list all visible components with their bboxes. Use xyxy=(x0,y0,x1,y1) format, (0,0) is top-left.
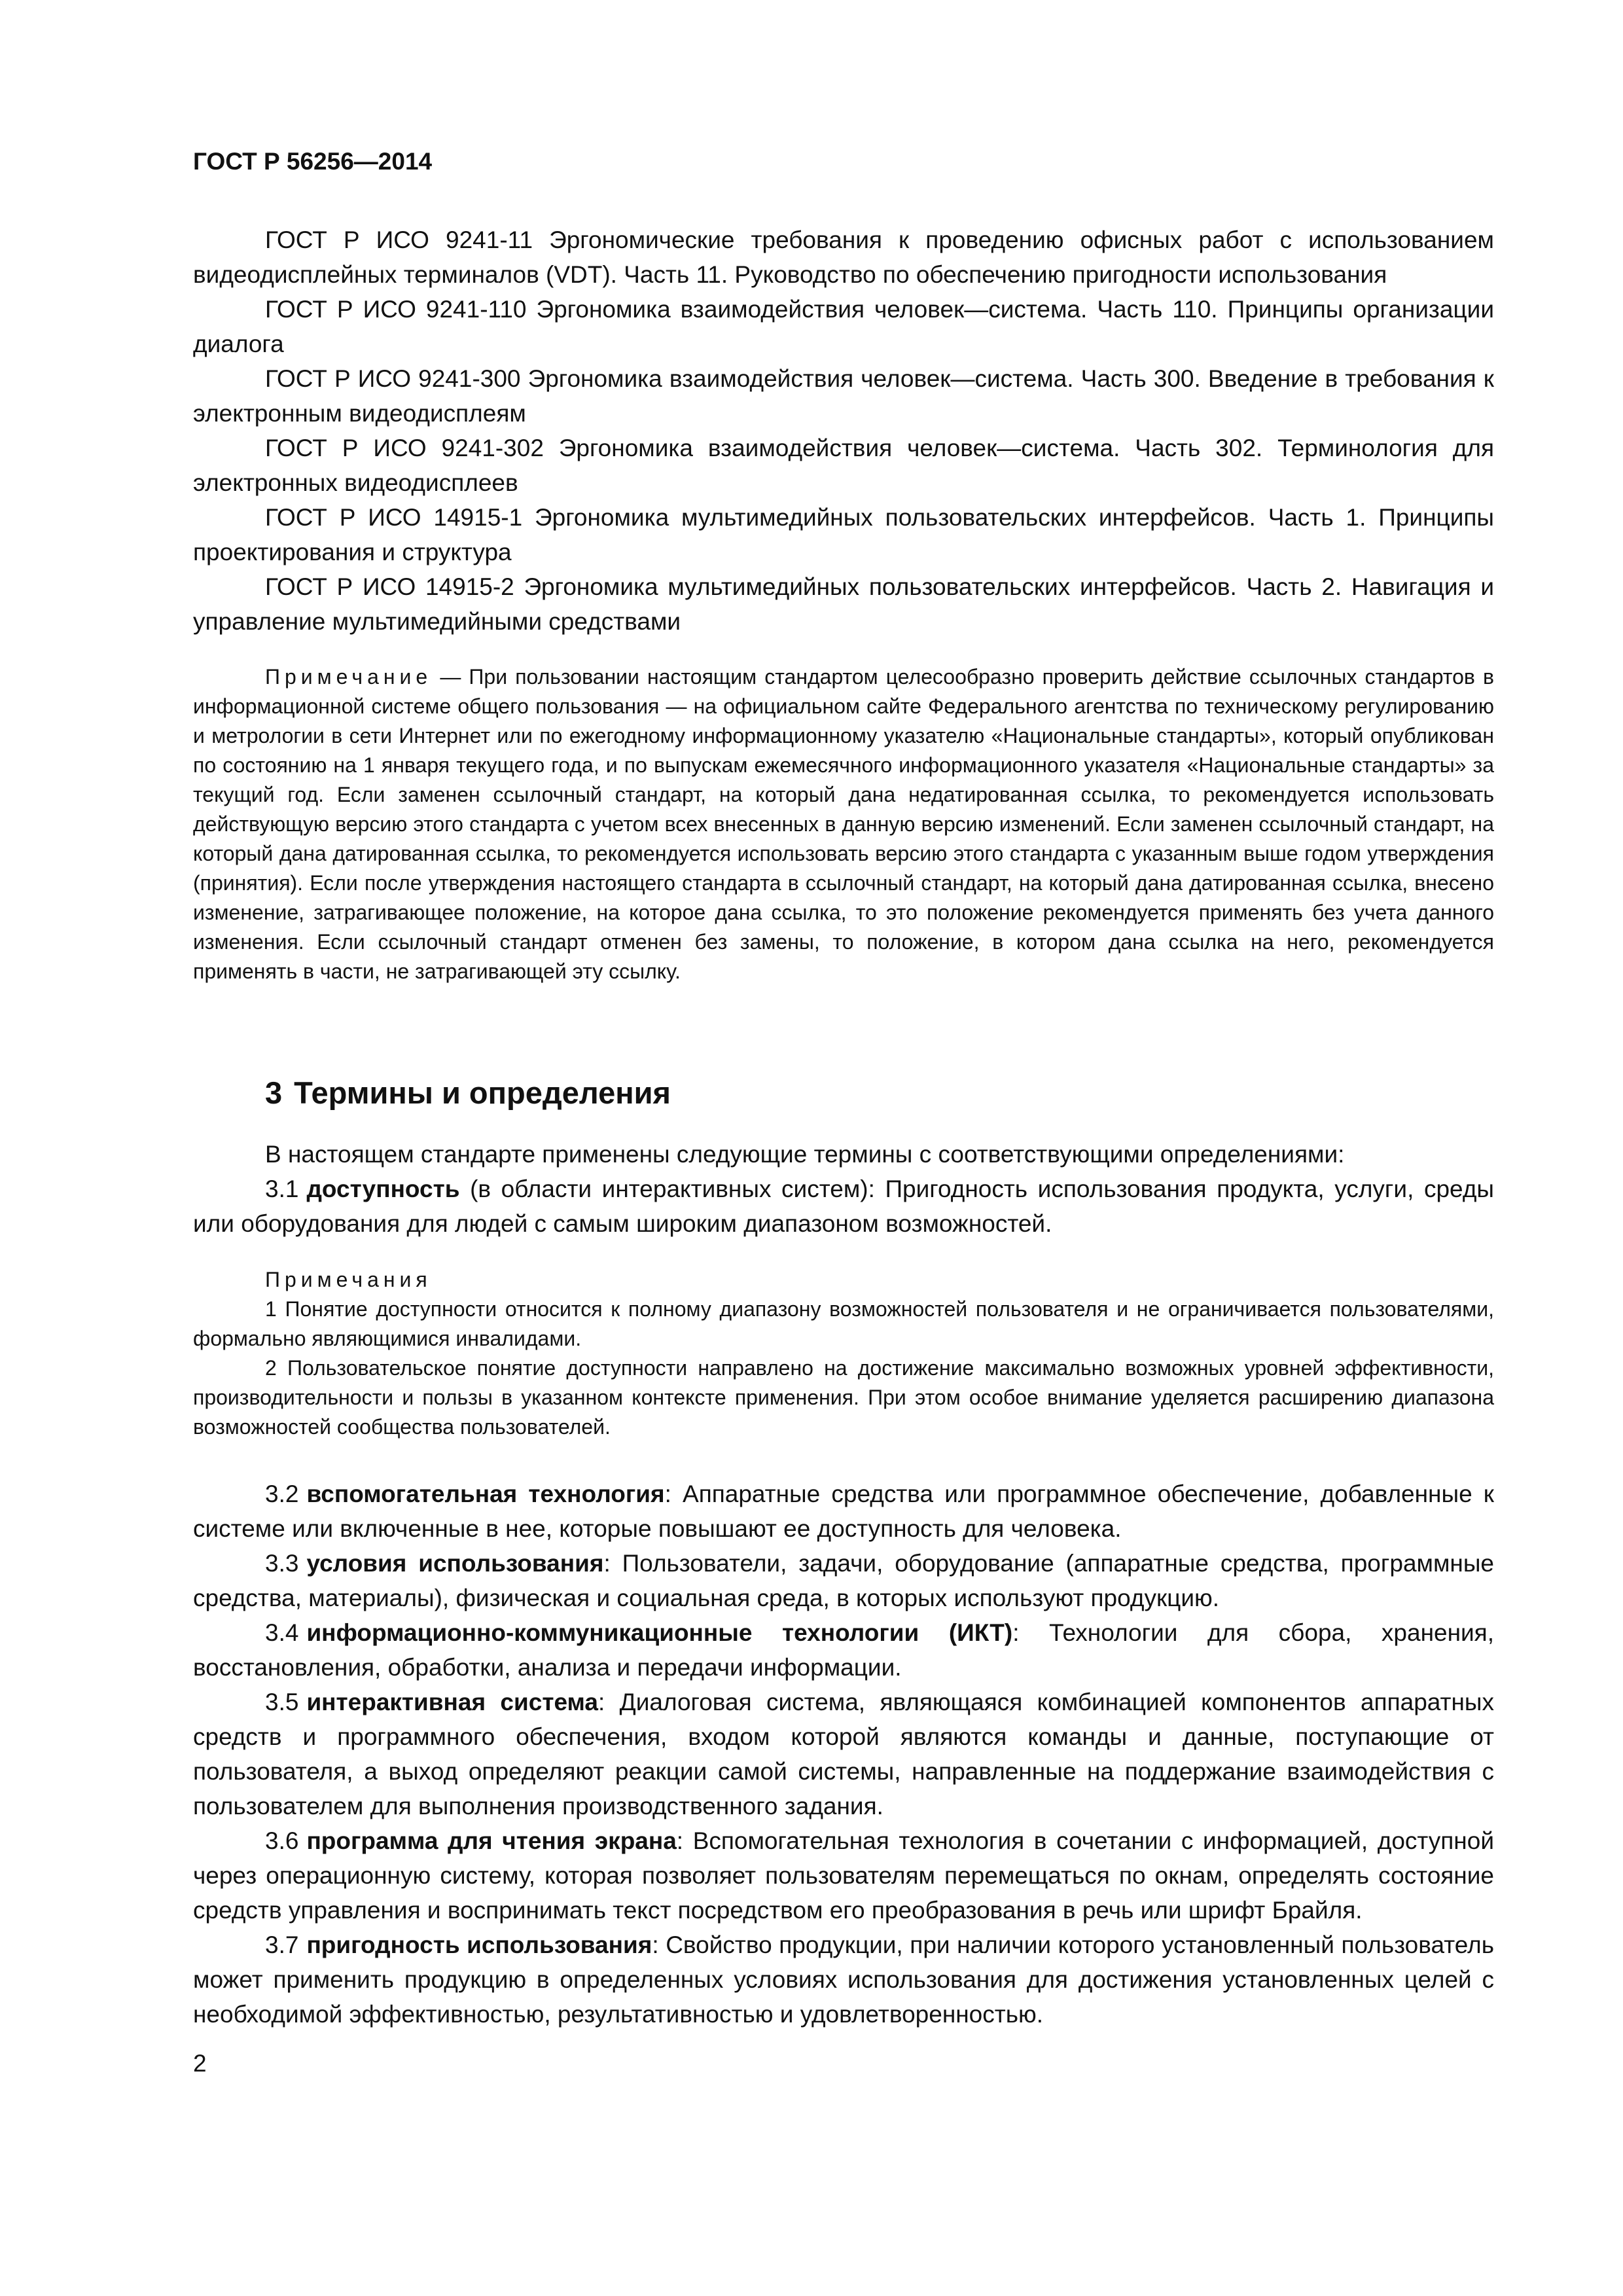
term-text: (в области интерактивных систем): Пригодность использования продукта, услуги, среды или оборудования для людей с самым широким диапазоном возможностей. xyxy=(193,1175,1494,1237)
term-text: : Аппаратные средства или программное обеспечение, добавленные к системе или включенные в нее, которые повышают ее доступность для человека. xyxy=(193,1480,1494,1542)
notes-title: Примечания xyxy=(265,1268,432,1291)
term-name: условия использования xyxy=(306,1550,604,1577)
term-text: : Свойство продукции, при наличии которого установленный пользователь может применить продукцию в определенных условиях использования для достижения установленных целей с необходимой эффективностью, результативностью и удовлетворенностью. xyxy=(193,1931,1495,2028)
term-definition xyxy=(193,1546,1494,1615)
term-text: : Пользователи, задачи, оборудование (аппаратные средства, программные средства, материалы), физическая и социальная среда, в которых используют продукцию. xyxy=(193,1550,1494,1611)
reference-item: ГОСТ Р ИСО 14915-1 Эргономика мультимедийных пользовательских интерфейсов. Часть 1. Принципы проектирования и структура xyxy=(193,504,1494,565)
term-name: вспомогательная технология xyxy=(306,1480,665,1507)
term-text: : Технологии для сбора, хранения, восстановления, обработки, анализа и передачи информации. xyxy=(193,1619,1494,1681)
term-number: 3.3 xyxy=(265,1550,299,1577)
reference-item: ГОСТ Р ИСО 14915-2 Эргономика мультимедийных пользовательских интерфейсов. Часть 2. Навигация и управление мультимедийными средствами xyxy=(193,573,1494,635)
section-heading xyxy=(265,1075,671,1111)
term-name: пригодность использования xyxy=(306,1931,652,1958)
reference-item: ГОСТ Р ИСО 9241-11 Эргономические требования к проведению офисных работ с использованием видеодисплейных терминалов (VDT). Часть 11. Руководство по обеспечению пригодности использования xyxy=(193,226,1494,288)
reference-item: ГОСТ Р ИСО 9241-300 Эргономика взаимодействия человек—система. Часть 300. Введение в требования к электронным видеодисплеям xyxy=(193,365,1494,427)
term-definition xyxy=(193,1823,1494,1928)
term-number: 3.2 xyxy=(265,1480,299,1507)
term-name: информационно-коммуникационные технологии (ИКТ) xyxy=(306,1619,1013,1646)
term-number: 3.7 xyxy=(265,1931,299,1958)
note-label: Примечание xyxy=(265,665,433,689)
page-number: 2 xyxy=(193,2050,207,2077)
document-code: ГОСТ Р 56256—2014 xyxy=(193,148,433,175)
note-item: 2 Пользовательское понятие доступности направлено на достижение максимально возможных уровней эффективности, производительности и пользы в указанном контексте применения. При этом особое внимание уделяется расширению диапазона возможностей сообщества пользователей. xyxy=(193,1356,1494,1439)
term-definition xyxy=(193,1928,1494,2032)
note-item: 1 Понятие доступности относится к полному диапазону возможностей пользователя и не ограничивается пользователями, формально являющимися инвалидами. xyxy=(193,1297,1494,1350)
term-definition xyxy=(193,1615,1494,1685)
term-definition xyxy=(193,1477,1494,1546)
reference-note xyxy=(193,662,1494,986)
terms-intro-block xyxy=(193,1137,1494,1241)
term-number: 3.1 xyxy=(265,1175,299,1202)
term-name: программа для чтения экрана xyxy=(306,1827,677,1854)
term-definition xyxy=(193,1685,1494,1823)
section-intro: В настоящем стандарте применены следующие термины с соответствующими определениями: xyxy=(265,1141,1345,1168)
reference-item: ГОСТ Р ИСО 9241-110 Эргономика взаимодействия человек—система. Часть 110. Принципы организации диалога xyxy=(193,296,1494,357)
term-number: 3.5 xyxy=(265,1689,299,1715)
term-definition xyxy=(193,1172,1494,1241)
note-text: — При пользовании настоящим стандартом целесообразно проверить действие ссылочных стандартов в информационной системе общего пользования — на официальном сайте Федерального агентства по техническому регулированию и метрологии в сети Интернет или по ежегодному информационному указателю «Национальные стандарты», который опубликован по состоянию на 1 января текущего года, и по выпускам ежемесячного информационного указателя «Национальные стандарты» за текущий год. Если заменен ссылочный стандарт, на который дана недатированная ссылка, то рекомендуется использовать действующую версию этого стандарта с учетом всех внесенных в данную версию изменений. Если заменен ссылочный стандарт, на который дана датированная ссылка, то рекомендуется использовать версию этого стандарта с указанным выше годом утверждения (принятия). Если после утверждения настоящего стандарта в ссылочный стандарт, на который дана датированная ссылка, внесено изменение, затрагивающее положение, на которое дана ссылка, то это положение рекомендуется применять без учета данного изменения. Если ссылочный стандарт отменен без замены, то положение, в котором дана ссылка на него, рекомендуется применять в части, не затрагивающей эту ссылку. xyxy=(193,665,1494,983)
term-text: : Вспомогательная технология в сочетании с информацией, доступной через операционную систему, которая позволяет пользователям перемещаться по окнам, определять состояние средств управления и воспринимать текст посредством его преобразования в речь или шрифт Брайля. xyxy=(193,1827,1494,1924)
reference-item: ГОСТ Р ИСО 9241-302 Эргономика взаимодействия человек—система. Часть 302. Терминология для электронных видеодисплеев xyxy=(193,435,1494,496)
term-number: 3.6 xyxy=(265,1827,299,1854)
terms-list xyxy=(193,1477,1494,2032)
term-number: 3.4 xyxy=(265,1619,299,1646)
normative-references xyxy=(193,223,1494,639)
term-name: доступность xyxy=(306,1175,460,1202)
term-notes xyxy=(193,1265,1494,1442)
section-title: Термины и определения xyxy=(294,1075,671,1110)
term-name: интерактивная система xyxy=(306,1689,598,1715)
term-text: : Диалоговая система, являющаяся комбинацией компонентов аппаратных средств и программного обеспечения, входом которой являются команды и данные, поступающие от пользователя, а выход определяют реакции самой системы, направленные на поддержание взаимодействия с пользователем для выполнения производственного задания. xyxy=(193,1689,1495,1820)
section-number: 3 xyxy=(265,1075,283,1110)
